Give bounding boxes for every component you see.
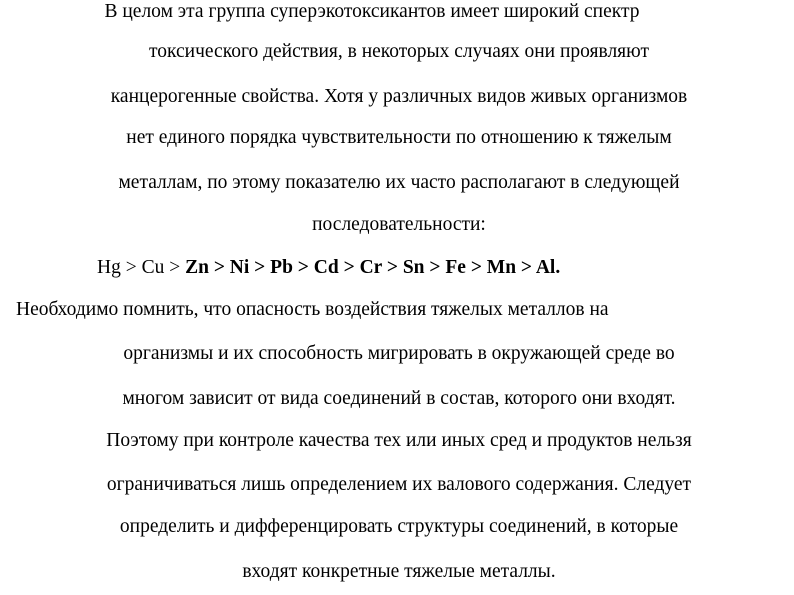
text-line: входят конкретные тяжелые металлы. [242,561,556,582]
series-bold-part: Zn > Ni > Pb > Cd > Cr > Sn > Fe > Mn > Al. [180,257,561,278]
text-line: ограничиваться лишь определением их валового содержания. Следует [106,474,692,495]
text-line: металлам, по этому показателю их часто располагают в следующей [118,172,680,193]
text-line: токсического действия, в некоторых случаях они проявляют [149,41,649,62]
series-first-part: Hg > Cu > [97,257,181,278]
text-line: последовательности: [312,214,486,235]
text-line: определить и дифференцировать структуры соединений, в которые [119,516,679,537]
text-line: организмы и их способность мигрировать в окружающей среде во [123,343,675,364]
text-line: Необходимо помнить, что опасность воздействия тяжелых металлов на [16,299,609,320]
metal-toxicity-series [97,256,560,280]
text-line: нет единого порядка чувствительности по отношению к тяжелым [126,127,672,148]
text-line: Поэтому при контроле качества тех или иных сред и продуктов нельзя [106,430,692,451]
text-line: многом зависит от вида соединений в состав, которого они входят. [122,388,676,409]
text-line: канцерогенные свойства. Хотя у различных видов живых организмов [110,86,688,107]
text-line: В целом эта группа суперэкотоксикантов имеет широкий спектр [104,1,640,22]
